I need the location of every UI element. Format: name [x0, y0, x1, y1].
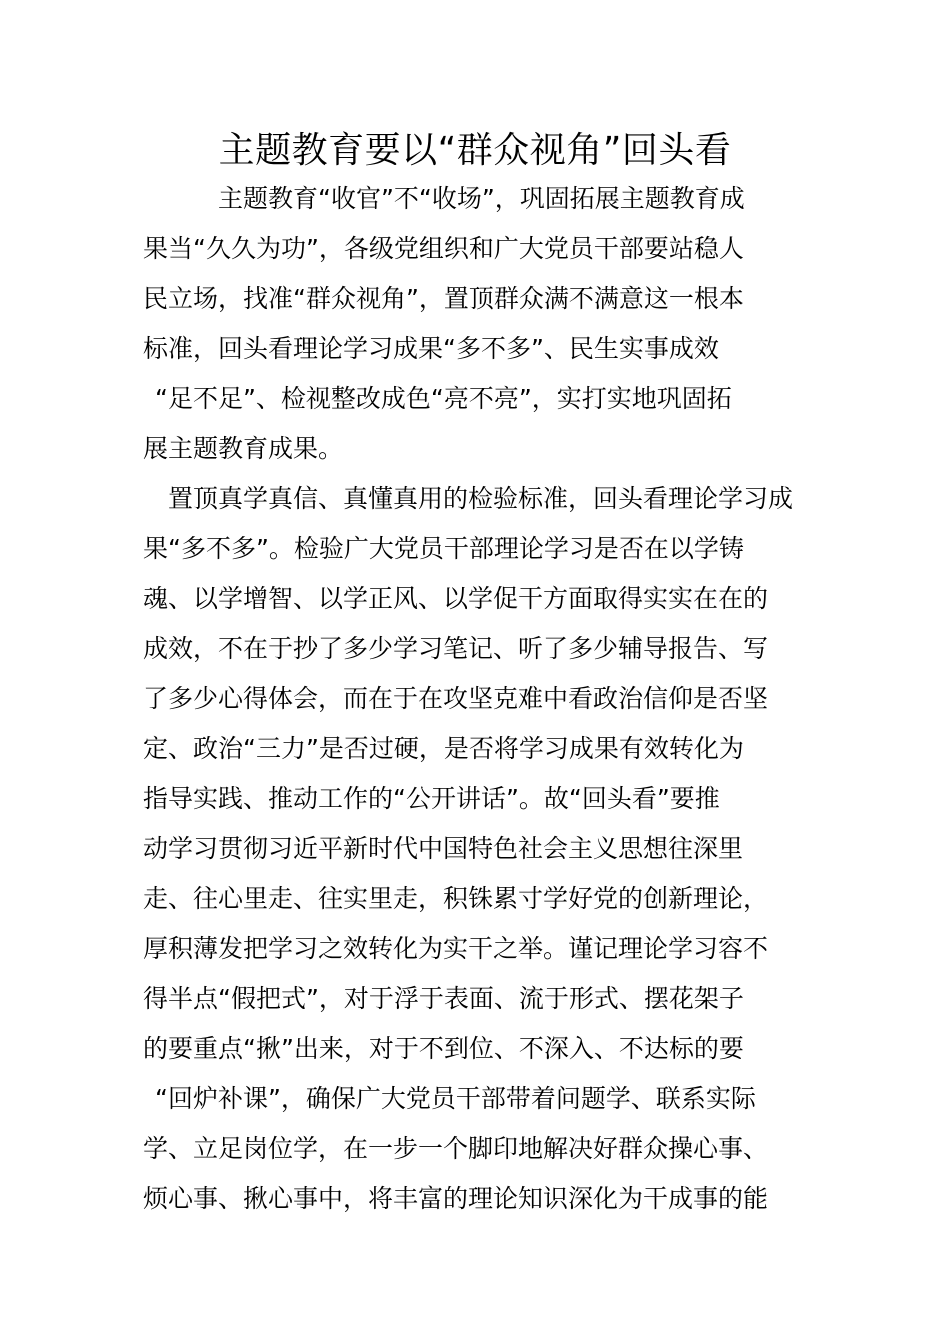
- paragraph-line: 标准，回头看理论学习成果“多不多”、民生实事成效: [143, 334, 719, 363]
- document-title: 主题教育要以“群众视角”回头看: [218, 130, 732, 171]
- paragraph-line: 置顶真学真信、真懂真用的检验标准，回头看理论学习成: [168, 484, 794, 513]
- paragraph-line: 了多少心得体会，而在于在攻坚克难中看政治信仰是否坚: [143, 684, 769, 713]
- paragraph-line: 学、立足岗位学，在一步一个脚印地解决好群众操心事、: [143, 1134, 769, 1163]
- paragraph-line: 魂、以学增智、以学正风、以学促干方面取得实实在在的: [143, 584, 769, 613]
- paragraph-line: 果“多不多”。检验广大党员干部理论学习是否在以学铸: [143, 534, 744, 563]
- paragraph-line: 指导实践、推动工作的“公开讲话”。故“回头看”要推: [143, 784, 720, 813]
- paragraph-line: 定、政治“三力”是否过硬，是否将学习成果有效转化为: [143, 734, 744, 763]
- paragraph-1: [143, 174, 807, 474]
- paragraph-line: “足不足”、检视整改成色“亮不亮”，实打实地巩固拓: [155, 384, 732, 413]
- paragraph-line: 烦心事、揪心事中，将丰富的理论知识深化为干成事的能: [143, 1184, 769, 1213]
- paragraph-line: “回炉补课”，确保广大党员干部带着问题学、联系实际: [155, 1084, 756, 1113]
- paragraph-line: 厚积薄发把学习之效转化为实干之举。谨记理论学习容不: [143, 934, 769, 963]
- paragraph-line: 成效，不在于抄了多少学习笔记、听了多少辅导报告、写: [143, 634, 769, 663]
- paragraph-line: 主题教育“收官”不“收场”，巩固拓展主题教育成: [218, 184, 745, 213]
- paragraph-line: 展主题教育成果。: [143, 434, 344, 463]
- paragraph-line: 得半点“假把式”，对于浮于表面、流于形式、摆花架子: [143, 984, 744, 1013]
- paragraph-line: 的要重点“揪”出来，对于不到位、不深入、不达标的要: [143, 1034, 744, 1063]
- paragraph-line: 动学习贯彻习近平新时代中国特色社会主义思想往深里: [143, 834, 744, 863]
- paragraph-line: 果当“久久为功”，各级党组织和广大党员干部要站稳人: [143, 234, 744, 263]
- paragraph-line: 民立场，找准“群众视角”，置顶群众满不满意这一根本: [143, 284, 744, 313]
- paragraph-line: 走、往心里走、往实里走，积铢累寸学好党的创新理论，: [143, 884, 769, 913]
- paragraph-2: [143, 474, 807, 1224]
